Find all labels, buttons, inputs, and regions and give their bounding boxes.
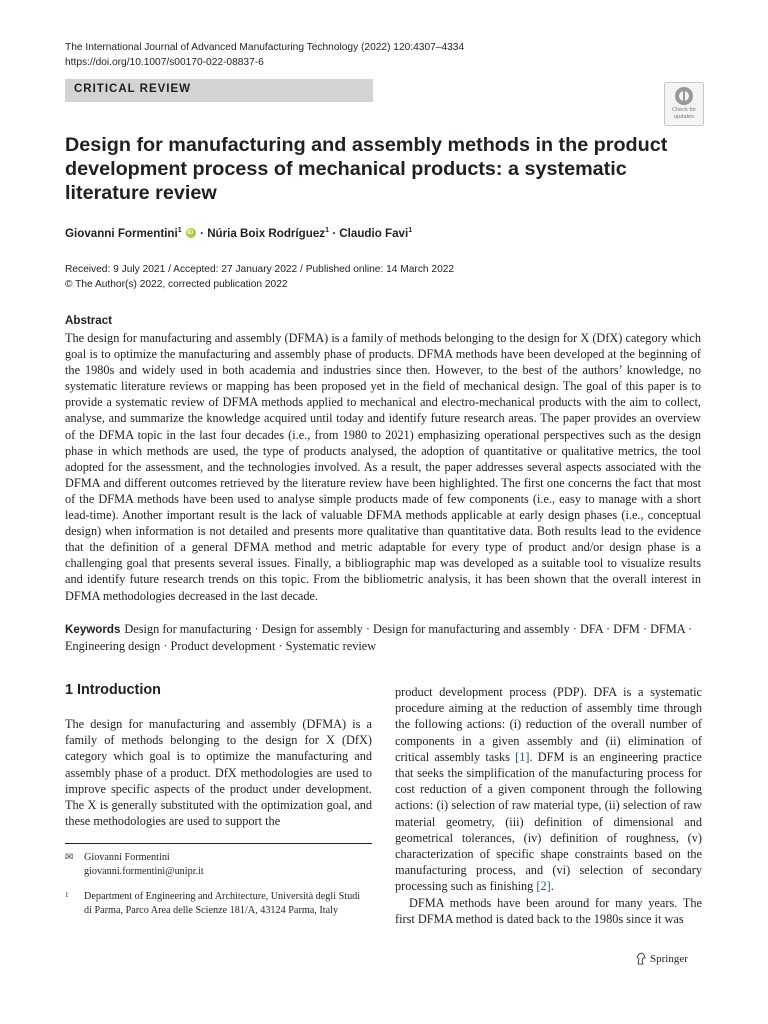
- keywords-label: Keywords: [65, 623, 121, 636]
- paragraph-text: . DFM is an engineering practice that seeks the simplification of the manufacturing process for cost reduction of a given component through the following actions: (i) selection of raw material type, (ii) selection of raw material geometry, (iii) definition of dimensional and geometrical tolerances, (iv) definition of roughness, (v) characterization of specific shape constraints based on the manufacturing process, and (vi) selection of secondary processing such as finishing: [395, 749, 703, 894]
- reference-link[interactable]: [1]: [515, 749, 530, 764]
- footnote-divider: [65, 843, 372, 844]
- author-affiliation-marker: 1: [325, 227, 329, 235]
- copyright-notice: © The Author(s) 2022, corrected publication 2022: [65, 278, 288, 290]
- abstract-heading: Abstract: [65, 314, 113, 327]
- introduction-right-paragraph-2: DFMA methods have been around for many years. The first DFMA method is dated back to the 1980s since it was: [395, 895, 702, 926]
- paragraph-text: product development process (PDP). DFA is a systematic procedure aiming at the reduction of assembly time through the following actions: (i) reduction of the overall number of components in a given assembly and (ii) elimination of critical assembly tasks: [395, 685, 702, 764]
- publisher-logo: [636, 952, 688, 965]
- springer-horse-icon: [636, 952, 646, 965]
- section-banner: [65, 79, 373, 102]
- paragraph-text: .: [550, 879, 554, 894]
- introduction-right-column: [395, 684, 702, 927]
- history-dates: Received: 9 July 2021 / Accepted: 27 January 2022 / Published online: 14 March 2022: [65, 264, 455, 275]
- publication-dates: [65, 263, 454, 292]
- affiliation-text: Department of Engineering and Architecture, Università degli Studi di Parma, Parco Area delle Scienze 181/A, 43124 Parma, Italy: [84, 891, 361, 916]
- article-title: Design for manufacturing and assembly methods in the product development process of mechanical products: a systematic literature review: [65, 134, 668, 204]
- check-for-updates-badge[interactable]: [664, 82, 704, 126]
- journal-header: [65, 40, 464, 70]
- crossmark-icon: [674, 86, 694, 106]
- author-affiliation-marker: 1: [408, 227, 413, 235]
- author-list: [65, 227, 412, 240]
- author-affiliation-marker: 1: [177, 227, 182, 235]
- keywords-list: Design for manufacturing · Design for assembly · Design for manufacturing and assembly · DFA · DFM · DFMA · Engineering design · Product development · Systematic review: [65, 622, 693, 653]
- journal-citation: The International Journal of Advanced Manufacturing Technology (2022) 120:4307–4334: [65, 42, 465, 53]
- introduction-heading: 1 Introduction: [65, 682, 161, 698]
- envelope-icon: ✉: [65, 852, 74, 863]
- doi-link[interactable]: https://doi.org/10.1007/s00170-022-08837-6: [65, 57, 264, 68]
- author-name[interactable]: Claudio Favi: [339, 227, 409, 240]
- section-banner-label: CRITICAL REVIEW: [74, 83, 192, 95]
- author-separator: ·: [328, 227, 340, 240]
- introduction-right-paragraph: [395, 684, 702, 895]
- reference-link[interactable]: [2]: [536, 879, 551, 894]
- author-name[interactable]: Giovanni Formentini: [65, 227, 178, 240]
- abstract-text: The design for manufacturing and assembly (DFMA) is a family of methods belonging to the design for X (DfX) category which goal is to optimize the manufacturing and assembly phase of products. DFMA methods have been developed at the beginning of the 1980s and widely used in both academia and industries since then. However, to the best of the authors’ knowledge, no systematic literature reviews or mapping has been proposed yet in the field of mechanical design. The goal of this paper is to provide a systematic review of DFMA methods applied to mechanical and electro-mechanical products with the aim to collect, analyse, and summarize the knowledge acquired until today and identify future research areas. The paper provides an overview of the DFMA topic in the last four decades (i.e., from 1980 to 2021) emphasizing operational perspectives such as the design phase in which methods are used, the type of products analysed, the adoption of quantitative or qualitative metrics, the tool adopted for the assessment, and the technologies involved. As a result, the paper addresses several aspects associated with the DFMA and different outcomes retrieved by the literature review have been highlighted. The first one concerns the fact that most of the DFMA methods have been used to analyse simple products made of few components (i.e., easy to manage with a short lead-time). Another important result is the lack of valuable DFMA methods applicable at early design phases (i.e., conceptual design) when information is not detailed and presents more qualitative than quantitative data. Both results lead to the evidence that the definition of a general DFMA method and metric adaptable for every type of product and/or design phase is a challenging goal that presents several issues. Finally, a bibliographic map was developed as a suitable tool to visualize results and identify future research trends on this topic. From the bibliometric analysis, it has been shown that the overall interest in DFMA methodologies decreased in the last decade.: [65, 331, 701, 603]
- affiliation-number: 1: [65, 891, 69, 899]
- keywords-block: [65, 621, 701, 654]
- introduction-left-paragraph: The design for manufacturing and assembly (DFMA) is a family of methods belonging to the design for X (DfX) category which goal is to optimize the manufacturing and assembly phase of a product. DfX methodologies are used to improve specific aspects of the product under development. The X is generally substituted with the optimization goal, and these methodologies are used to support the: [65, 717, 372, 829]
- check-updates-line1: Check for: [672, 107, 696, 113]
- orcid-icon[interactable]: [186, 228, 196, 238]
- publisher-name: Springer: [650, 952, 688, 965]
- author-separator: ·: [196, 227, 208, 240]
- corresponding-author-email[interactable]: giovanni.formentini@unipr.it: [84, 865, 204, 877]
- corresponding-author-name: Giovanni Formentini: [84, 852, 170, 863]
- check-updates-line2: updates: [674, 114, 694, 120]
- corresponding-author: [84, 851, 204, 878]
- author-name[interactable]: Núria Boix Rodríguez: [207, 227, 326, 240]
